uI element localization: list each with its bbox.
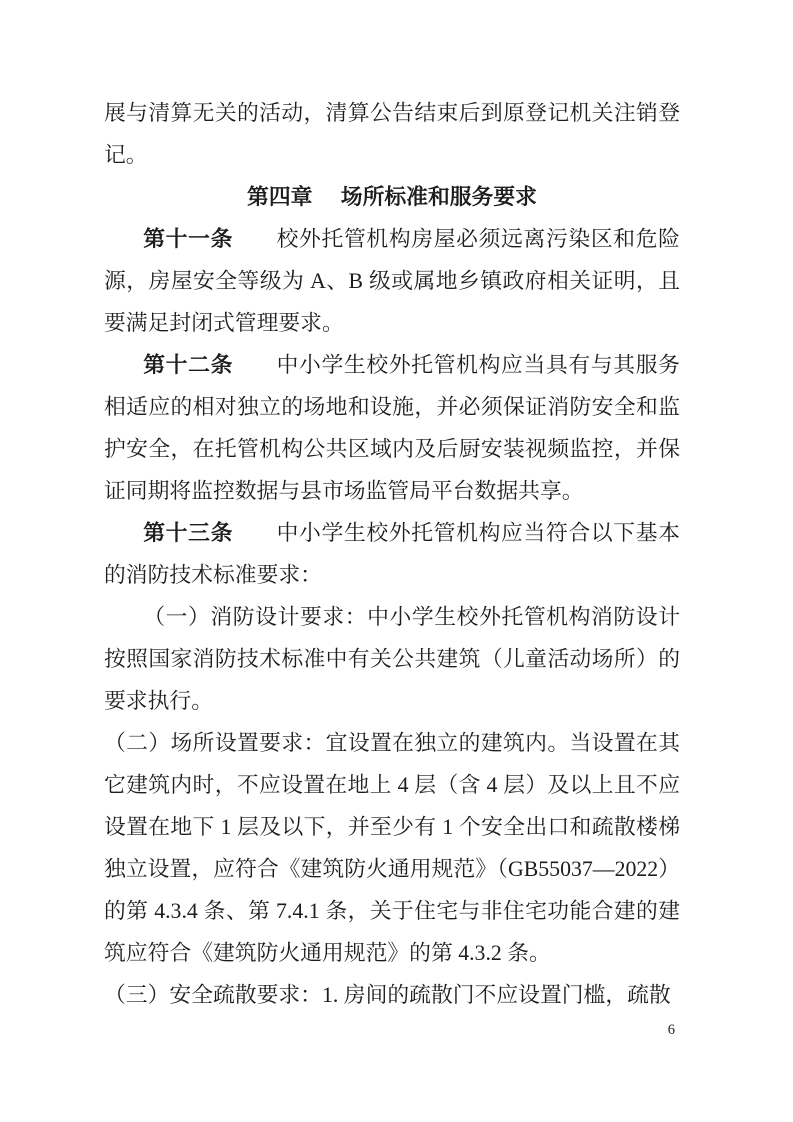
article-12-label: 第十二条 bbox=[143, 353, 234, 377]
article-13 bbox=[104, 512, 680, 596]
article-11-text: 校外托管机构房屋必须远离污染区和危险源，房屋安全等级为 A、B 级或属地乡镇政府相关证明，且要满足封闭式管理要求。 bbox=[104, 227, 680, 335]
document-body bbox=[104, 92, 680, 1016]
article-11 bbox=[104, 218, 680, 344]
article-13-label: 第十三条 bbox=[143, 521, 234, 545]
clause-1-fire-design-text: （一）消防设计要求：中小学生校外托管机构消防设计按照国家消防技术标准中有关公共建筑（儿童活动场所）的要求执行。 bbox=[104, 605, 680, 713]
clause-1-fire-design bbox=[104, 596, 680, 722]
clause-2-site-setting bbox=[104, 722, 680, 974]
article-11-label: 第十一条 bbox=[143, 227, 234, 251]
chapter-4-heading-text: 场所标准和服务要求 bbox=[340, 185, 537, 209]
clause-2-site-setting-text: （二）场所设置要求：宜设置在独立的建筑内。当设置在其它建筑内时，不应设置在地上 4 层（含 4 层）及以上且不应设置在地下 1 层及以下，并至少有 1 个安全出口和疏散楼梯独立设置，应符合《建筑防火通用规范》（GB55037—2022）的第 4.3.4 条、第 7.4.1 条，关于住宅与非住宅功能合建的建筑应符合《建筑防火通用规范》的第 4.3.2 条。 bbox=[104, 731, 680, 965]
article-12-text: 中小学生校外托管机构应当具有与其服务相适应的相对独立的场地和设施，并必须保证消防安全和监护安全，在托管机构公共区域内及后厨安装视频监控，并保证同期将监控数据与县市场监管局平台数据共享。 bbox=[104, 353, 680, 503]
page-number: 6 bbox=[667, 1022, 675, 1038]
clause-3-safe-evacuation bbox=[104, 974, 680, 1016]
chapter-4-heading-label: 第四章 bbox=[247, 185, 313, 209]
paragraph-continuation bbox=[104, 92, 680, 176]
article-13-text: 中小学生校外托管机构应当符合以下基本的消防技术标准要求： bbox=[104, 521, 680, 587]
article-12 bbox=[104, 344, 680, 512]
clause-3-safe-evacuation-text: （三）安全疏散要求：1. 房间的疏散门不应设置门槛，疏散 bbox=[104, 983, 671, 1007]
paragraph-continuation-text: 展与清算无关的活动，清算公告结束后到原登记机关注销登记。 bbox=[104, 101, 680, 167]
chapter-4-heading bbox=[104, 176, 680, 218]
